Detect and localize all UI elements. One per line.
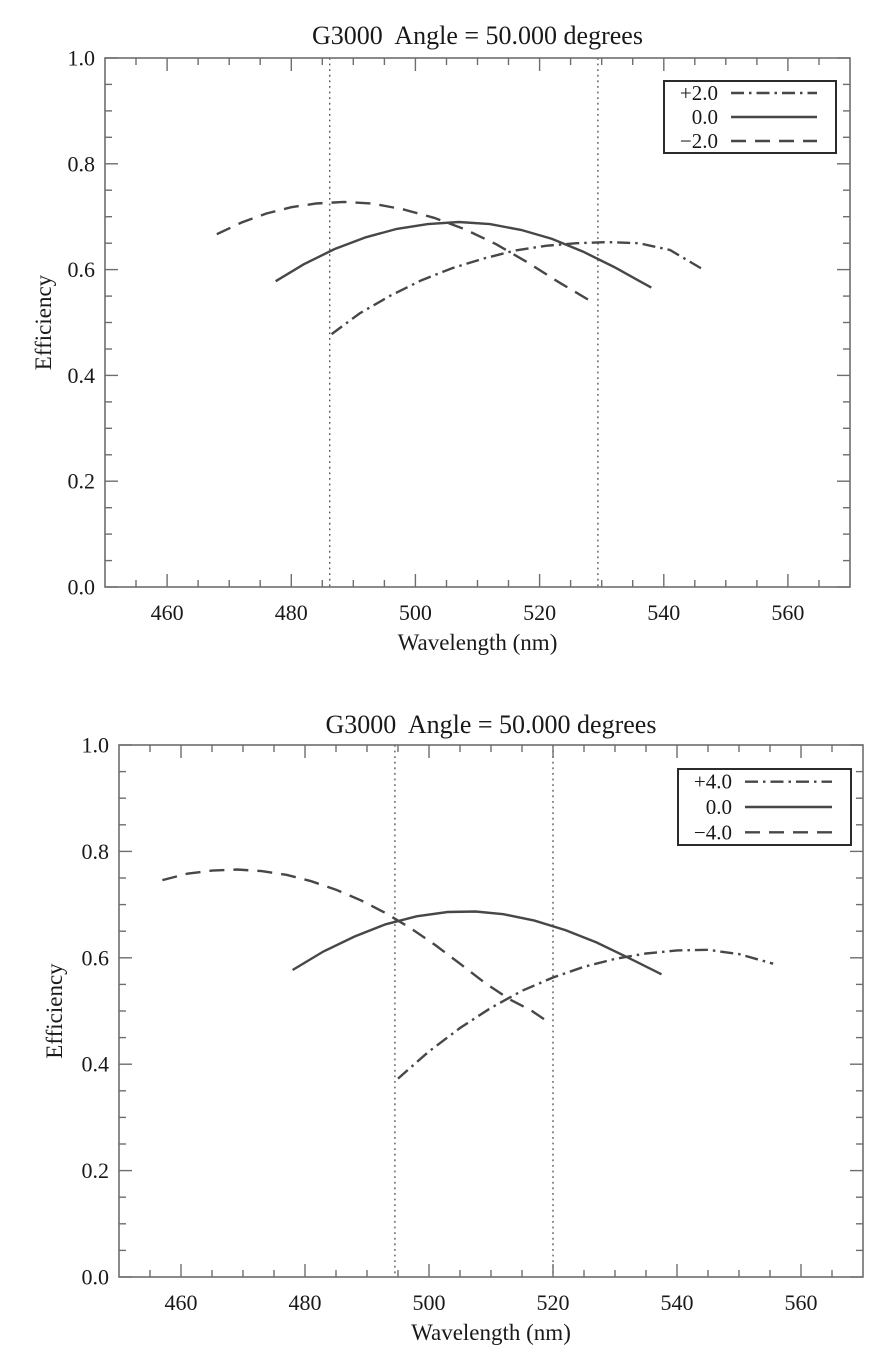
x-tick-label: 540: [660, 1290, 694, 1315]
series-line-solid: [276, 222, 652, 288]
y-tick-label: 0.6: [67, 257, 95, 283]
x-tick-label: 540: [647, 600, 681, 625]
chart-title: G3000 Angle = 50.000 degrees: [325, 710, 657, 739]
legend-label: 0.0: [705, 795, 732, 819]
legend-label: −4.0: [693, 820, 732, 845]
x-tick-label: 500: [412, 1290, 446, 1315]
x-axis-label: Wavelength (nm): [397, 630, 558, 655]
y-tick-label: 0.2: [67, 468, 95, 494]
x-tick-label: 560: [771, 600, 805, 625]
x-axis-label: Wavelength (nm): [411, 1320, 571, 1345]
x-tick-label: 520: [536, 1290, 570, 1315]
x-tick-label: 480: [288, 1290, 322, 1315]
chart-svg-bottom: [0, 697, 889, 1357]
legend-label: 0.0: [691, 105, 718, 129]
legend-label: −2.0: [679, 129, 718, 153]
x-tick-label: 460: [150, 600, 184, 625]
y-axis-label: Efficiency: [31, 274, 56, 371]
series-line-solid: [293, 912, 662, 975]
y-tick-label: 0.0: [81, 1264, 109, 1290]
y-tick-label: 1.0: [81, 732, 109, 758]
y-tick-label: 0.0: [67, 574, 95, 600]
x-tick-label: 480: [274, 600, 308, 625]
y-tick-label: 0.2: [81, 1158, 109, 1184]
series-line-dashed: [162, 870, 550, 1024]
y-tick-label: 0.6: [81, 945, 109, 971]
x-tick-label: 560: [784, 1290, 818, 1315]
y-tick-label: 0.4: [67, 362, 95, 388]
y-tick-label: 0.8: [81, 838, 109, 864]
x-tick-label: 500: [398, 600, 432, 625]
legend-label: +4.0: [693, 769, 732, 794]
efficiency-chart-bottom: [0, 697, 889, 1357]
y-tick-label: 0.4: [81, 1051, 109, 1077]
series-line-dashdot: [398, 950, 773, 1079]
legend-label: +2.0: [679, 81, 718, 105]
chart-title: G3000 Angle = 50.000 degrees: [312, 21, 643, 50]
y-axis-label: Efficiency: [42, 963, 67, 1059]
x-tick-label: 460: [164, 1290, 198, 1315]
y-tick-label: 1.0: [67, 45, 95, 71]
y-tick-label: 0.8: [67, 151, 95, 177]
x-tick-label: 520: [523, 600, 557, 625]
